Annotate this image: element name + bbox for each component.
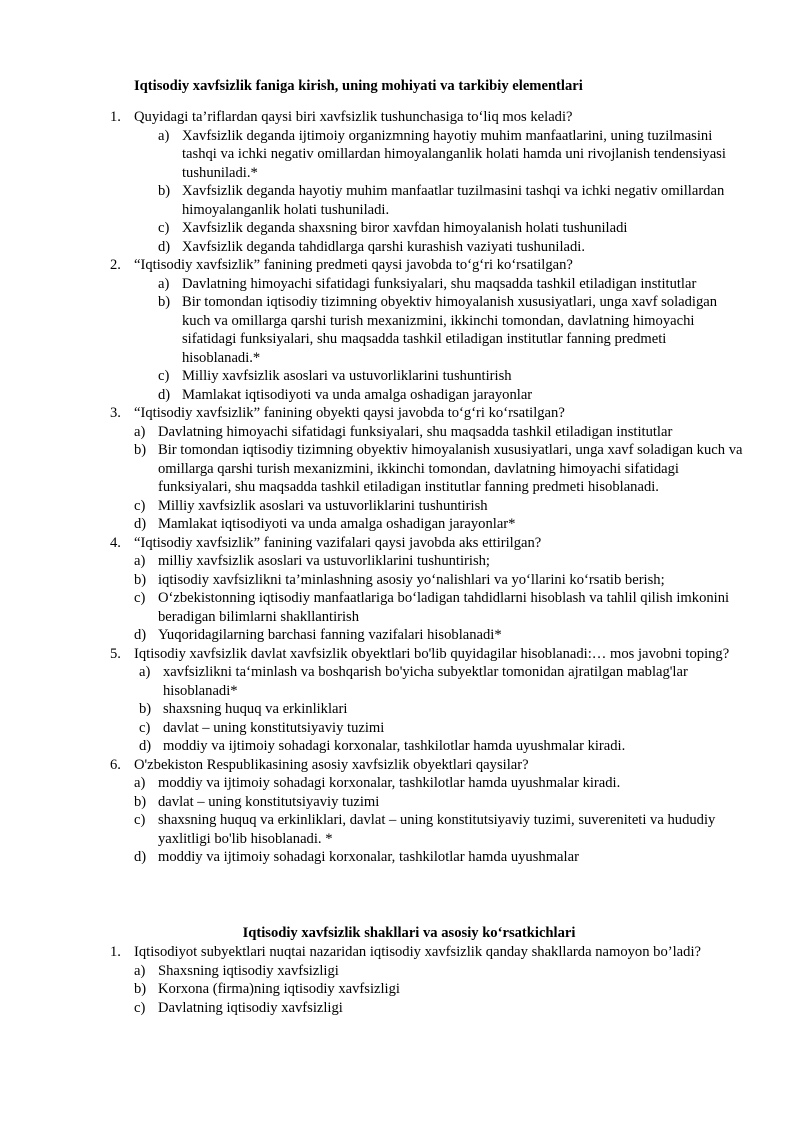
option-text: Davlatning himoyachi sifatidagi funksiyalari, shu maqsadda tashkil etiladigan institutlar (182, 275, 697, 292)
question (0, 756, 800, 775)
option-label: a) (134, 962, 146, 979)
option-label: b) (158, 183, 171, 199)
question-list (0, 108, 800, 867)
question-number: 1. (110, 944, 121, 960)
question (0, 534, 800, 553)
question-number: 6. (110, 756, 121, 773)
option-text: milliy xavfsizlik asoslari va ustuvorliklarini tushuntirish; (158, 553, 490, 569)
option-text: Mamlakat iqtisodiyoti va unda amalga oshadigan jarayonlar (182, 386, 533, 403)
question (0, 256, 800, 275)
option-label: b) (158, 294, 171, 310)
option-label: a) (134, 553, 146, 569)
option-label: d) (134, 516, 147, 532)
answer-option (0, 999, 800, 1018)
question-list (0, 943, 800, 1017)
question-text: Iqtisodiy xavfsizlik davlat xavfsizlik obyektlari bo'lib quyidagilar hisoblanadi:… mos javobni toping? (134, 645, 730, 662)
question-text: “Iqtisodiy xavfsizlik” fanining obyekti qaysi javobda to‘g‘ri ko‘rsatilgan? (134, 405, 565, 421)
section-title: Iqtisodiy xavfsizlik faniga kirish, uning mohiyati va tarkibiy elementlari (134, 78, 583, 94)
option-text: moddiy va ijtimoiy sohadagi korxonalar, tashkilotlar hamda uyushmalar (158, 849, 579, 865)
option-label: a) (158, 275, 170, 292)
option-label: b) (134, 442, 147, 458)
option-text: Milliy xavfsizlik asoslari va ustuvorliklarini tushuntirish (182, 368, 512, 384)
option-label: b) (134, 793, 147, 810)
answer-option (0, 515, 800, 534)
option-text: Milliy xavfsizlik asoslari va ustuvorliklarini tushuntirish (158, 497, 488, 514)
answer-option (0, 663, 800, 700)
answer-option (0, 552, 800, 571)
answer-option (0, 626, 800, 645)
answer-option (0, 719, 800, 738)
option-text: shaxsning huquq va erkinliklari (163, 701, 348, 717)
question-number: 2. (110, 257, 121, 273)
answer-option (0, 293, 800, 367)
option-text: davlat – uning konstitutsiyaviy tuzimi (158, 793, 380, 810)
option-label: c) (158, 368, 170, 384)
option-text: Xavfsizlik deganda ijtimoiy organizmning hayotiy muhim manfaatlarini, uning tuzilmasini tashqi va ichki negativ omillardan himoyalanganlik holati hamda uni rivojlanish tendensiyasi tushuniladi.* (182, 127, 726, 181)
option-label: d) (134, 627, 147, 643)
option-text: Korxona (firma)ning iqtisodiy xavfsizligi (158, 981, 400, 997)
option-label: b) (134, 571, 147, 588)
option-text: Yuqoridagilarning barchasi fanning vazifalari hisoblanadi* (158, 627, 502, 643)
answer-option (0, 737, 800, 756)
option-label: a) (139, 664, 151, 680)
option-label: c) (139, 719, 151, 736)
answer-option (0, 700, 800, 719)
answer-option (0, 774, 800, 793)
option-label: b) (134, 981, 147, 997)
option-text: Davlatning iqtisodiy xavfsizligi (158, 999, 343, 1016)
answer-option (0, 571, 800, 590)
answer-option (0, 497, 800, 516)
answer-option (0, 182, 800, 219)
option-label: b) (139, 701, 152, 717)
question (0, 404, 800, 423)
question-text: “Iqtisodiy xavfsizlik” fanining predmeti qaysi javobda to‘g‘ri ko‘rsatilgan? (134, 257, 573, 273)
option-text: Davlatning himoyachi sifatidagi funksiyalari, shu maqsadda tashkil etiladigan institutlar (158, 423, 673, 440)
option-label: d) (134, 849, 147, 865)
question-number: 1. (110, 109, 121, 125)
option-text: Shaxsning iqtisodiy xavfsizligi (158, 962, 339, 979)
option-label: d) (158, 238, 171, 255)
option-label: d) (139, 738, 152, 754)
answer-option (0, 238, 800, 257)
section-title: Iqtisodiy xavfsizlik shakllari va asosiy ko‘rsatkichlari (242, 925, 576, 941)
option-text: Mamlakat iqtisodiyoti va unda amalga oshadigan jarayonlar* (158, 516, 516, 532)
question-number: 3. (110, 405, 121, 421)
answer-option (0, 127, 800, 183)
answer-option (0, 386, 800, 405)
option-text: moddiy va ijtimoiy sohadagi korxonalar, tashkilotlar hamda uyushmalar kiradi. (163, 738, 626, 754)
option-label: d) (158, 386, 171, 403)
option-label: a) (134, 423, 146, 440)
option-text: xavfsizlikni ta‘minlash va boshqarish bo'yicha subyektlar tomonidan ajratilgan mablag'lar hisoblanadi* (163, 664, 688, 699)
question-text: “Iqtisodiy xavfsizlik” fanining vazifalari qaysi javobda aks ettirilgan? (134, 534, 542, 551)
option-label: c) (158, 220, 170, 236)
answer-option (0, 219, 800, 238)
option-label: a) (134, 775, 146, 791)
option-label: a) (158, 127, 170, 144)
option-text: Xavfsizlik deganda shaxsning biror xavfdan himoyalanish holati tushuniladi (182, 220, 628, 236)
option-text: iqtisodiy xavfsizlikni ta’minlashning asosiy yo‘nalishlari va yo‘llarini ko‘rsatib berish; (158, 571, 665, 588)
answer-option (0, 441, 800, 497)
question (0, 943, 800, 962)
option-text: moddiy va ijtimoiy sohadagi korxonalar, tashkilotlar hamda uyushmalar kiradi. (158, 775, 621, 791)
option-text: Bir tomondan iqtisodiy tizimning obyektiv himoyalanish xususiyatlari, unga xavf soladigan kuch va omillarga qarshi turish mexanizmini, ikkinchi tomondan, davlatning himoyachi sifatidagi funksiyalari, shu maqsadda tashkil etiladigan institutlar fanning predmeti hisoblanadi.* (182, 294, 718, 366)
option-label: c) (134, 590, 146, 606)
option-text: Xavfsizlik deganda hayotiy muhim manfaatlar tuzilmasini tashqi va ichki negativ omillardan himoyalanganlik holati tushuniladi. (182, 183, 725, 218)
answer-option (0, 793, 800, 812)
option-text: Xavfsizlik deganda tahdidlarga qarshi kurashish vaziyati tushuniladi. (182, 238, 585, 255)
option-label: c) (134, 999, 146, 1016)
answer-option (0, 423, 800, 442)
option-label: c) (134, 812, 146, 828)
answer-option (0, 367, 800, 386)
question-text: O'zbekiston Respublikasining asosiy xavfsizlik obyektlari qaysilar? (134, 756, 529, 773)
answer-option (0, 848, 800, 867)
question-text: Iqtisodiyot subyektlari nuqtai nazaridan iqtisodiy xavfsizlik qanday shakllarda namoyon bo’ladi? (134, 944, 701, 960)
option-text: O‘zbekistonning iqtisodiy manfaatlariga bo‘ladigan tahdidlarni hisoblash va tahlil qilish imkonini beradigan bilimlarni shakllantirish (158, 590, 730, 625)
question-number: 5. (110, 645, 121, 662)
option-text: Bir tomondan iqtisodiy tizimning obyektiv himoyalanish xususiyatlari, unga xavf soladigan kuch va omillarga qarshi turish mexanizmini, ikkinchi tomondan, davlatning himoyachi sifatidagi funksiyalari, shu maqsadda tashkil etiladigan institutlar fanning predmeti hisoblanadi. (158, 442, 743, 495)
option-label: c) (134, 497, 146, 514)
question-number: 4. (110, 534, 121, 551)
question-text: Quyidagi ta’riflardan qaysi biri xavfsizlik tushunchasiga to‘liq mos keladi? (134, 109, 573, 125)
answer-option (0, 962, 800, 981)
question (0, 645, 800, 664)
answer-option (0, 980, 800, 999)
answer-option (0, 589, 800, 626)
question (0, 108, 800, 127)
option-text: shaxsning huquq va erkinliklari, davlat – uning konstitutsiyaviy tuzimi, suvereniteti va hududiy yaxlitligi bo'lib hisoblanadi. * (158, 812, 716, 847)
option-text: davlat – uning konstitutsiyaviy tuzimi (163, 719, 385, 736)
answer-option (0, 275, 800, 294)
answer-option (0, 811, 800, 848)
